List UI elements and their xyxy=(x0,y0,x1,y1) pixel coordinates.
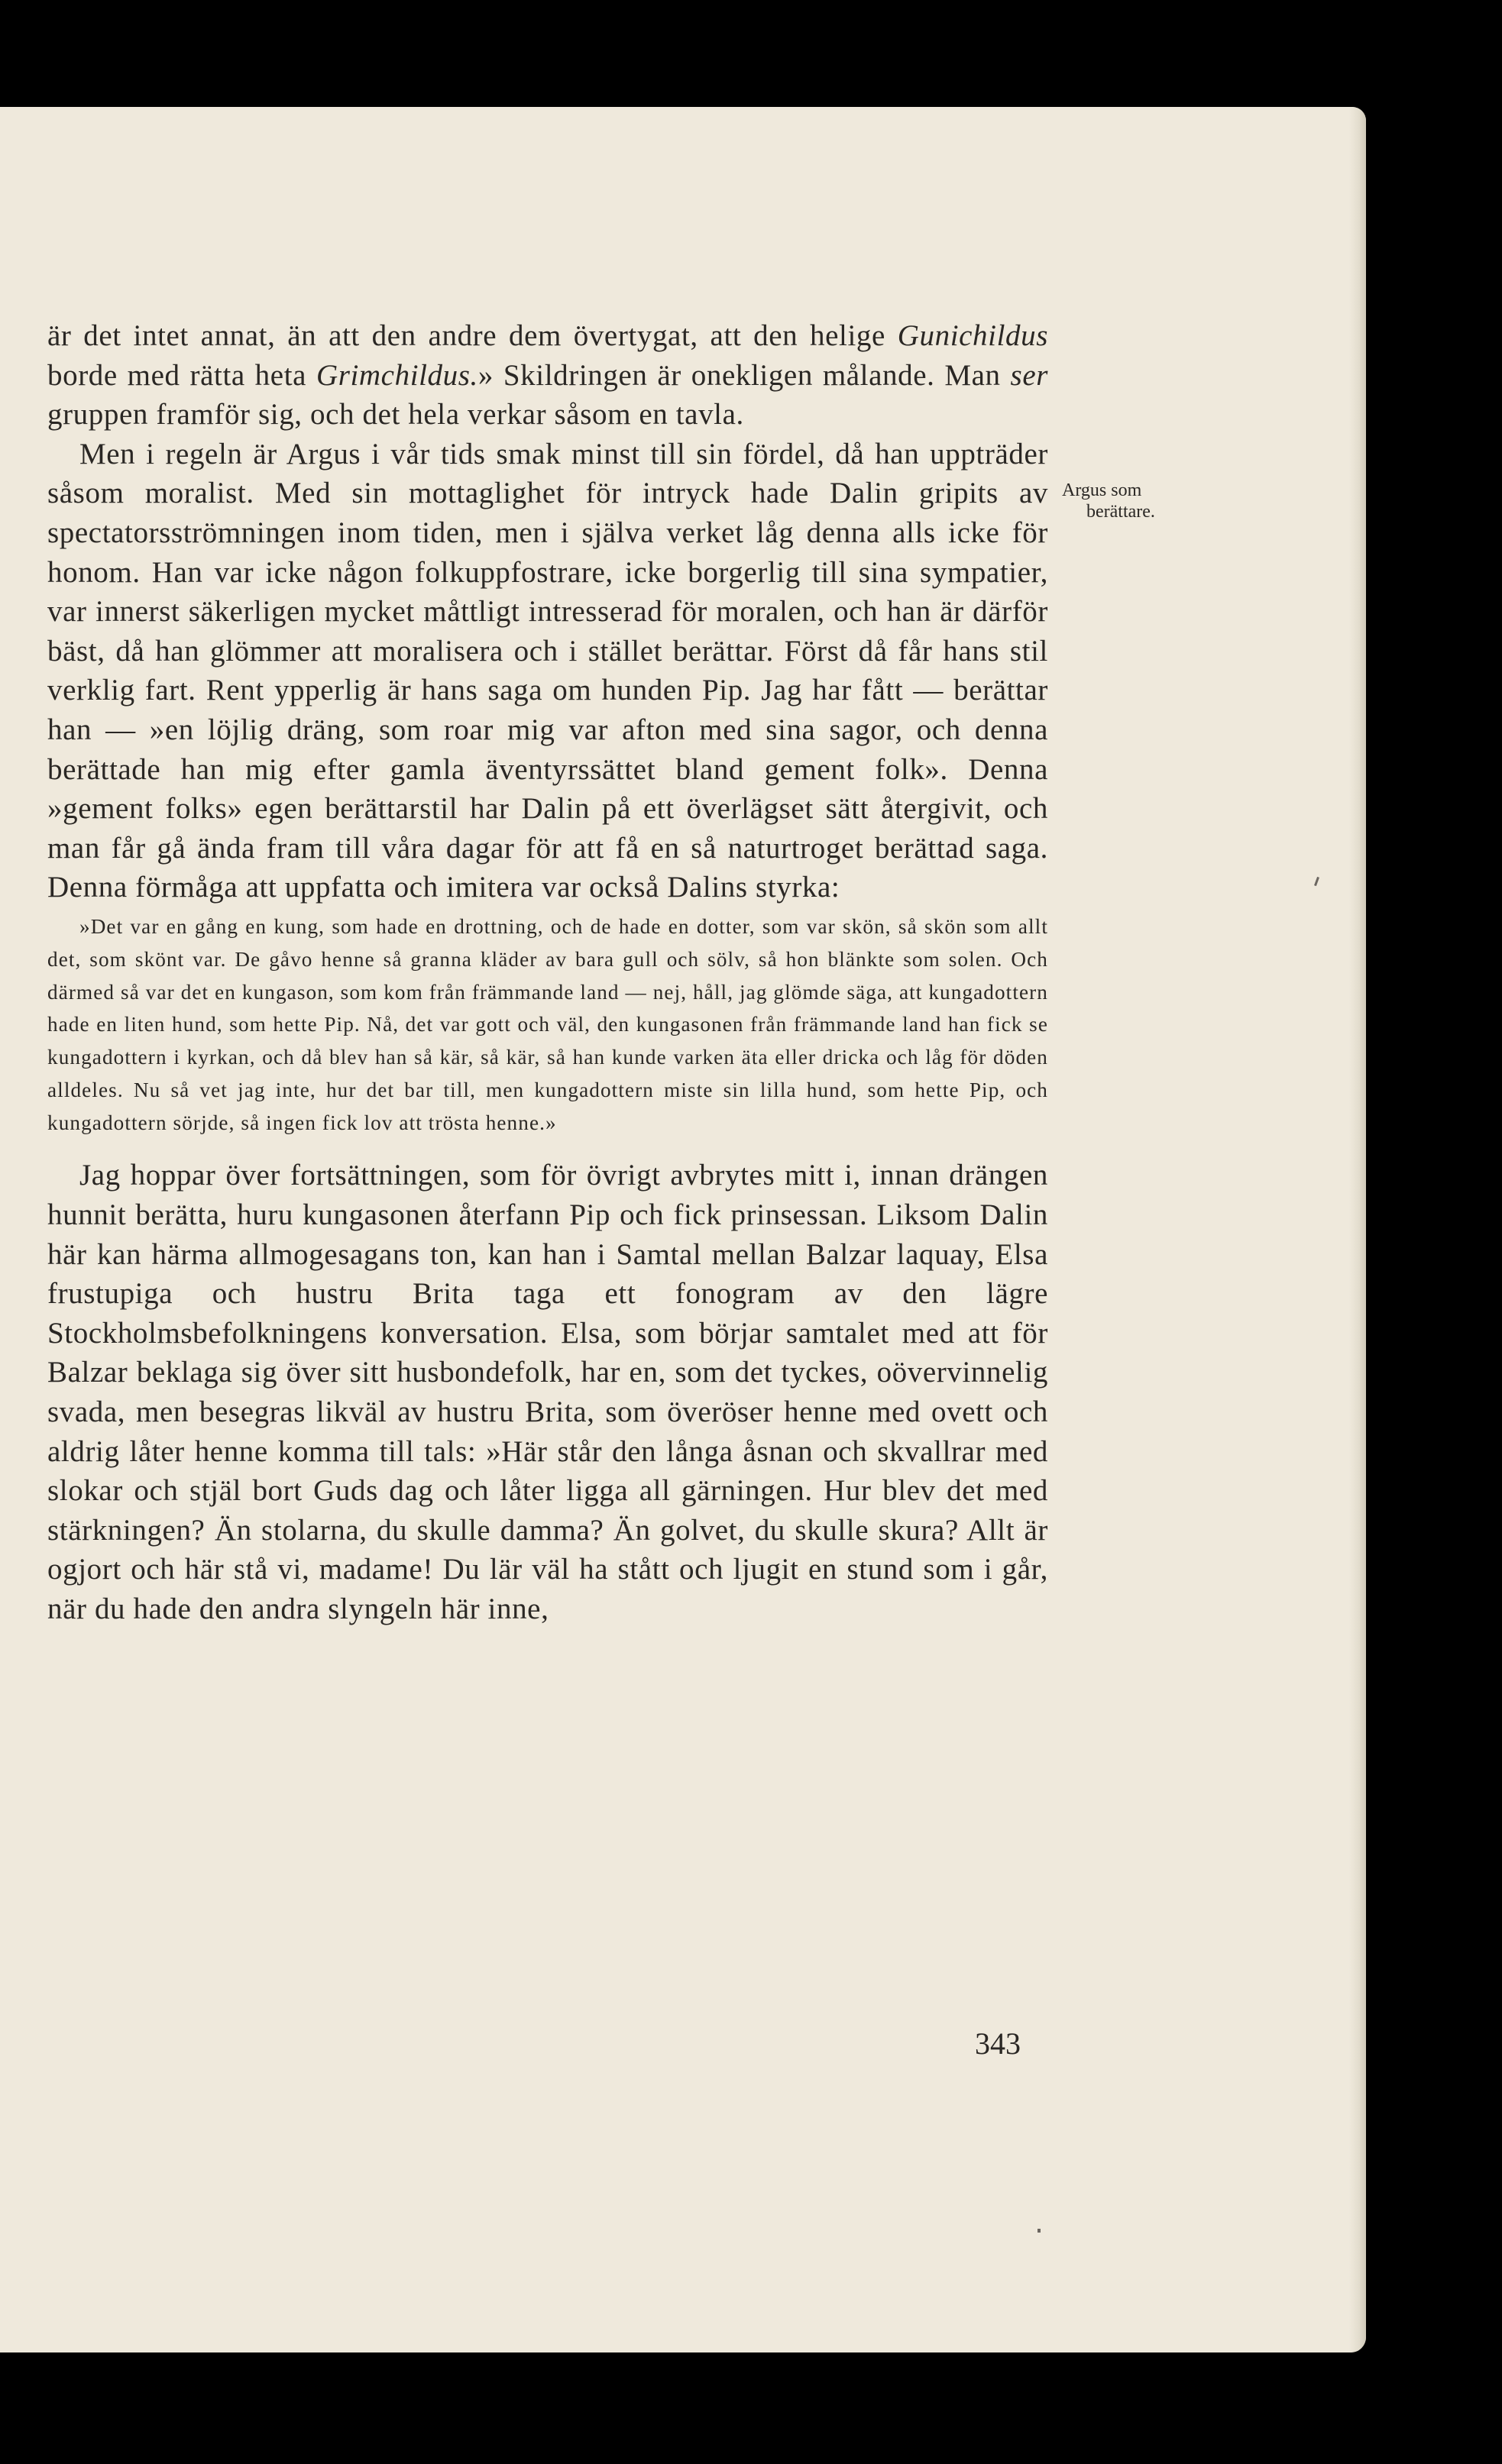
page-number: 343 xyxy=(975,2026,1021,2061)
block-quote xyxy=(47,910,1048,1140)
paragraph-2-text: Men i regeln är Argus i vår tids smak minst till sin fördel, då han uppträder såsom moralist. Med sin mottaglighet för intryck hade Dalin gripits av spectatorsströmningen inom tiden, men i själva verket låg denna alls icke för honom. Han var icke någon folkuppfostrare, icke borgerlig till sina sympatier, var innerst säkerligen mycket måttligt intresserad för moralen, och han är därför bäst, då han glömmer att moralisera och i stället berättar. Först då får hans stil verklig fart. Rent ypperlig är hans saga om hunden Pip. Jag har fått — berättar han — »en löjlig dräng, som roar mig var afton med sina sagor, och denna berättade han mig efter gamla äventyrssättet bland gement folk». Denna »gement folks» egen berättarstil har Dalin på ett överlägset sätt återgivit, och man får gå ända fram till våra dagar för att få en så naturtroget berättad saga. Denna förmåga att uppfatta och imitera var också Dalins styrka: xyxy=(47,437,1048,904)
paragraph-3 xyxy=(47,1156,1048,1628)
margin-note-line-2: berättare. xyxy=(1086,502,1155,522)
margin-note xyxy=(1062,480,1192,522)
paragraph-1 xyxy=(47,316,1048,435)
paragraph-1-italic-ser: ser xyxy=(1010,358,1049,392)
margin-note-line-1: Argus som xyxy=(1062,480,1142,500)
paper-speck xyxy=(1037,2229,1041,2233)
page-content xyxy=(47,316,1048,1629)
paragraph-3-text: Jag hoppar över fortsättningen, som för övrigt avbrytes mitt i, innan drängen hunnit berätta, huru kungasonen återfann Pip och fick prinsessan. Liksom Dalin här kan härma allmogesagans ton, kan han i Samtal mellan Balzar laquay, Elsa frustupiga och hustru Brita taga ett fonogram av den lägre Stockholmsbefolkningens konversation. Elsa, som börjar samtalet med att för Balzar beklaga sig över sitt husbondefolk, har en, som det tyckes, oövervinnelig svada, men besegras likväl av hustru Brita, som överöser henne med ovett och aldrig låter henne komma till tals: »Här står den långa åsnan och skvallrar med slokar och stjäl bort Guds dag och låter ligga all gärningen. Hur blev det med stärkningen? Än stolarna, du skulle damma? Än golvet, du skulle skura? Allt är ogjort och här stå vi, madame! Du lär väl ha stått och ljugit en stund som i går, när du hade den andra slyngeln här inne, xyxy=(47,1159,1048,1626)
paragraph-1-text-d: gruppen framför sig, och det hela verkar såsom en tavla. xyxy=(47,398,744,432)
paragraph-1-text-b: borde med rätta heta xyxy=(47,358,316,392)
paragraph-1-italic-gunichildus: Gunichildus xyxy=(897,319,1048,352)
paragraph-2 xyxy=(47,435,1048,907)
paragraph-1-text-c: » Skildringen är onekligen målande. Man xyxy=(477,358,1011,392)
block-quote-text: »Det var en gång en kung, som hade en drottning, och de hade en dotter, som var skön, så skön som allt det, som skönt var. De gåvo henne så granna kläder av bara gull och sölv, så hon blänkte som solen. Och därmed så var det en kungason, som kom från främmande land — nej, håll, jag glömde säga, att kungadottern hade en liten hund, som hette Pip. Nå, det var gott och väl, den kungasonen från främmande land han fick se kungadottern i kyrkan, och då blev han så kär, så kär, så han kunde varken äta eller dricka och låg för döden alldeles. Nu så vet jag inte, hur det bar till, men kungadottern miste sin lilla hund, som hette Pip, och kungadottern sörjde, så ingen fick lov att trösta henne.» xyxy=(47,914,1048,1134)
paragraph-1-text-a: är det intet annat, än att den andre dem övertygat, att den helige xyxy=(47,319,898,352)
paragraph-1-italic-grimchildus: Grimchildus. xyxy=(316,358,478,392)
page-edge xyxy=(1349,107,1366,2352)
